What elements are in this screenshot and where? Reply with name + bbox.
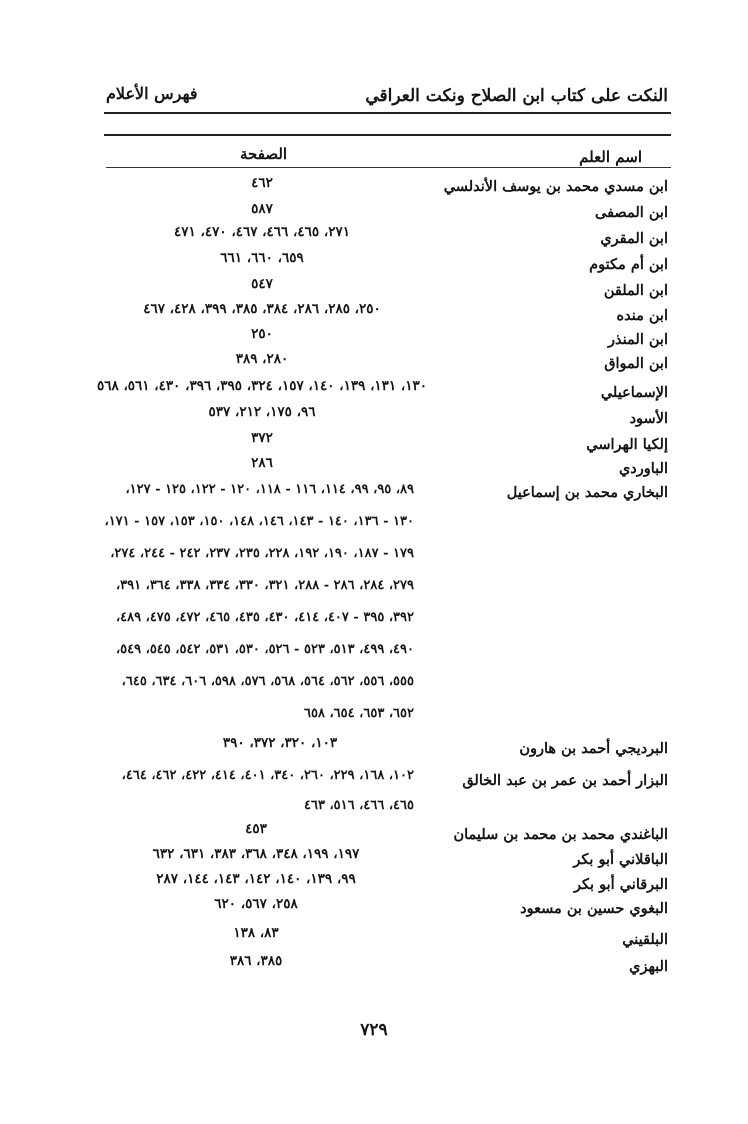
entry-pages: ٨٣، ١٣٨ — [233, 925, 279, 941]
entry-name: ابن المصفى — [595, 204, 668, 221]
entry-pages-line: ٤٩٠، ٤٩٩، ٥١٣، ٥٢٣ - ٥٢٦، ٥٣٠، ٥٣١، ٥٤٢، ٥٤٥، ٥٤٩، — [115, 642, 414, 657]
entry-name: الباقلاني أبو بكر — [573, 851, 668, 868]
entry-pages-line: ١٠٢، ١٦٨، ٢٢٩، ٢٦٠، ٣٤٠، ٤٠١، ٤١٤، ٤٢٢، ٤٦٢، ٤٦٤، — [121, 768, 414, 783]
entry-name: البغوي حسين بن مسعود — [520, 900, 668, 917]
entry-pages: ٩٦، ١٧٥، ٢١٢، ٥٣٧ — [208, 404, 316, 420]
entry-name: البرديجي أحمد بن هارون — [519, 740, 668, 757]
entry-pages: ٥٨٧ — [251, 201, 273, 217]
entry-name: إلكيا الهراسي — [586, 436, 668, 453]
entry-pages-line: ٤٦٥، ٤٦٦، ٥١٦، ٤٦٣ — [303, 798, 414, 813]
running-header-book-title: النكت على كتاب ابن الصلاح ونكت العراقي — [365, 86, 668, 106]
entry-pages: ٩٩، ١٣٩، ١٤٠، ١٤٢، ١٤٣، ١٤٤، ٢٨٧ — [156, 871, 356, 887]
running-header-section-title: فهرس الأعلام — [106, 84, 198, 103]
entry-pages: ٤٦٢ — [251, 175, 273, 191]
entry-pages-line: ١٣٠ - ١٣٦، ١٤٠ - ١٤٣، ١٤٦، ١٤٨، ١٥٠، ١٥٣، ١٥٧ - ١٧١، — [104, 514, 414, 529]
entry-pages-line: ٢٧٩، ٢٨٤، ٢٨٦ - ٢٨٨، ٣٢١، ٣٣٠، ٣٣٤، ٣٣٨، ٣٦٤، ٣٩١، — [115, 578, 414, 593]
entry-pages: ٥٤٧ — [251, 276, 273, 292]
entry-pages: ٢٨٠، ٣٨٩ — [235, 351, 289, 367]
entry-pages: ٣٧٢ — [251, 430, 273, 446]
entry-pages: ٤٥٣ — [245, 821, 267, 837]
entry-pages-line: ٨٩، ٩٥، ٩٩، ١١٤، ١١٦ - ١١٨، ١٢٠ - ١٢٢، ١٢٥ - ١٢٧، — [125, 482, 414, 497]
entry-name: ابن مسدي محمد بن يوسف الأندلسي — [443, 178, 668, 195]
entry-name: البلقيني — [622, 931, 668, 948]
entry-pages-line: ١٧٩ - ١٨٧، ١٩٠، ١٩٢، ٢٢٨، ٢٣٥، ٢٣٧، ٢٤٢ - ٢٤٤، ٢٧٤، — [110, 546, 414, 561]
column-header-name: اسم العلم — [579, 148, 642, 166]
column-header-underline — [106, 167, 671, 168]
header-rule — [104, 112, 671, 114]
entry-pages: ٣٨٥، ٣٨٦ — [229, 953, 283, 969]
entry-name: الباغندي محمد بن محمد بن سليمان — [453, 826, 668, 843]
entry-pages: ٦٥٩، ٦٦٠، ٦٦١ — [220, 250, 304, 266]
entry-pages: ٢٥٠ — [251, 326, 273, 342]
entry-name: البرقاني أبو بكر — [574, 876, 668, 893]
column-header-page: الصفحة — [240, 145, 288, 163]
entry-name: ابن المنذر — [608, 331, 668, 348]
entry-pages: ٢٥٠، ٢٨٥، ٢٨٦، ٣٨٤، ٣٨٥، ٣٩٩، ٤٢٨، ٤٦٧ — [143, 301, 381, 317]
entry-pages: ١٩٧، ١٩٩، ٣٤٨، ٣٦٨، ٣٨٣، ٦٣١، ٦٣٢ — [152, 846, 360, 862]
entry-pages: ١٠٣، ٣٢٠، ٣٧٢، ٣٩٠ — [222, 735, 338, 751]
entry-pages-line: ٥٥٥، ٥٥٦، ٥٦٢، ٥٦٤، ٥٦٨، ٥٧٦، ٥٩٨، ٦٠٦، ٦٣٤، ٦٤٥، — [121, 674, 414, 689]
entry-name: ابن المواق — [604, 355, 668, 372]
entry-pages-line: ٣٩٢، ٣٩٥ - ٤٠٧، ٤١٤، ٤٣٠، ٤٣٥، ٤٦٥، ٤٧٢، ٤٧٥، ٤٨٩، — [115, 610, 414, 625]
page-number: ٧٢٩ — [360, 1020, 388, 1040]
entry-name: الإسماعيلي — [600, 384, 668, 401]
entry-pages: ٢٧١، ٤٦٥، ٤٦٦، ٤٦٧، ٤٧٠، ٤٧١ — [174, 224, 350, 240]
entry-name: الأسود — [629, 410, 668, 427]
entry-name: ابن أم مكتوم — [589, 256, 668, 273]
entry-name: البزار أحمد بن عمر بن عبد الخالق — [462, 772, 668, 789]
entry-pages-line: ٦٥٢، ٦٥٣، ٦٥٤، ٦٥٨ — [303, 706, 414, 721]
entry-name: ابن الملقن — [603, 282, 668, 299]
entry-name: البهزي — [629, 958, 668, 975]
entry-pages: ٢٥٨، ٥٦٧، ٦٢٠ — [214, 896, 298, 912]
entry-name: ابن المقري — [600, 230, 668, 247]
entry-name: الباوردي — [618, 460, 668, 477]
entry-name: البخاري محمد بن إسماعيل — [506, 484, 668, 501]
entry-pages: ٢٨٦ — [251, 455, 273, 471]
entry-pages: ١٣٠، ١٣١، ١٣٩، ١٤٠، ١٥٧، ٣٢٤، ٣٩٥، ٣٩٦، ٤٣٠، ٥٦١، ٥٦٨ — [96, 378, 428, 394]
entry-name: ابن منده — [616, 307, 668, 324]
table-top-rule — [104, 134, 671, 136]
